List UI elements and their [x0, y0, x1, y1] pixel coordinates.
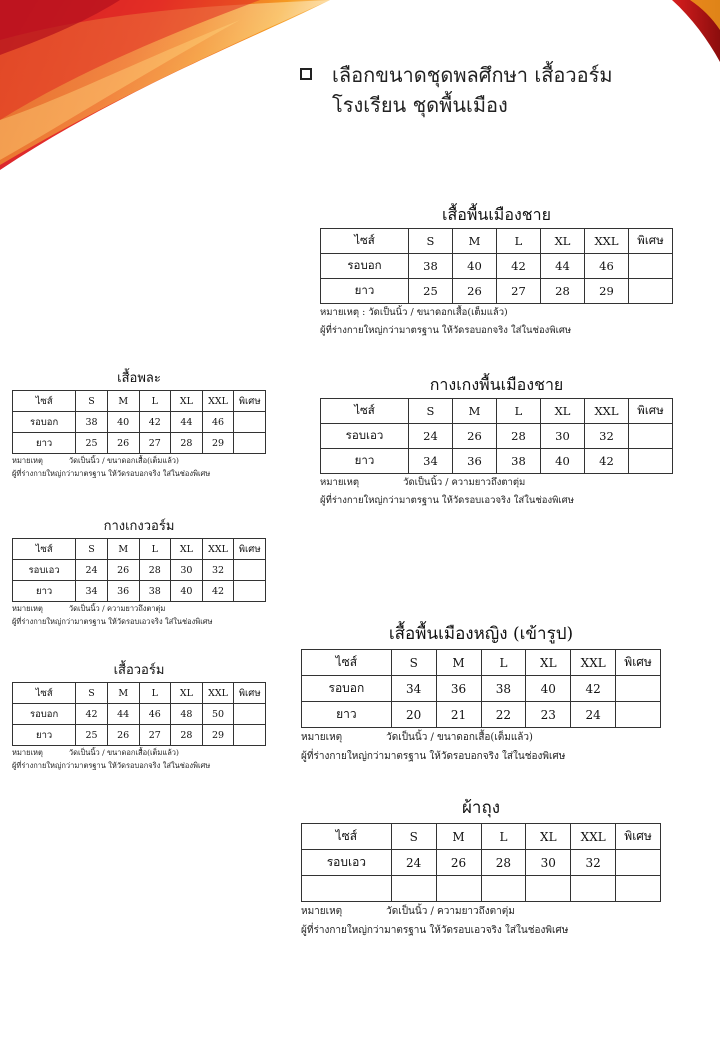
note-detail: วัดเป็นนิ้ว / ขนาดอกเสื้อ(เต็มแล้ว) [68, 748, 179, 757]
column-header: XL [541, 229, 585, 254]
column-header: พิเศษ [234, 539, 266, 560]
row-label: ยาว [302, 702, 392, 728]
column-header: XL [541, 399, 585, 424]
size-value-cell: 29 [202, 433, 234, 454]
size-value-cell: 28 [481, 850, 526, 876]
size-value-cell [234, 412, 266, 433]
table-title: เสื้อพื้นเมืองชาย [442, 205, 551, 224]
table-note-1 [301, 728, 661, 747]
table-row [302, 702, 661, 728]
size-value-cell: 26 [107, 560, 139, 581]
table-row [302, 850, 661, 876]
table-note-1 [12, 746, 266, 759]
column-header: พิเศษ [629, 229, 673, 254]
column-header: S [76, 683, 108, 704]
table-row [302, 676, 661, 702]
note-label: หมายเหตุ [12, 604, 43, 613]
size-value-cell: 23 [526, 702, 571, 728]
size-table [12, 682, 266, 746]
row-label: ยาว [13, 581, 76, 602]
column-header: XXL [202, 683, 234, 704]
men-pants-size-block [320, 372, 673, 510]
size-value-cell: 42 [76, 704, 108, 725]
column-header: M [436, 824, 481, 850]
size-value-cell: 29 [585, 279, 629, 304]
note-detail: วัดเป็นนิ้ว / ความยาวถึงตาตุ่ม [68, 604, 166, 613]
row-label: รอบอก [302, 676, 392, 702]
note-label: หมายเหตุ [320, 477, 360, 488]
size-value-cell: 46 [585, 254, 629, 279]
size-value-cell: 28 [541, 279, 585, 304]
size-value-cell [629, 279, 673, 304]
column-header: L [497, 399, 541, 424]
column-header: XXL [571, 824, 616, 850]
checkbox-bullet-icon [300, 68, 312, 80]
size-value-cell: 38 [409, 254, 453, 279]
column-header: S [391, 824, 436, 850]
size-value-cell: 25 [409, 279, 453, 304]
size-value-cell: 46 [139, 704, 171, 725]
table-note-2: ผู้ที่ร่างกายใหญ่กว่ามาตรฐาน ให้วัดรอบเอวจริง ใส่ในช่องพิเศษ [301, 925, 569, 936]
table-header-row [13, 683, 266, 704]
table-row [13, 704, 266, 725]
size-value-cell [391, 876, 436, 902]
column-header: M [107, 539, 139, 560]
row-label: รอบเอว [302, 850, 392, 876]
column-header: L [139, 683, 171, 704]
table-row [13, 725, 266, 746]
table-header-row [302, 650, 661, 676]
size-value-cell: 24 [391, 850, 436, 876]
column-header: พิเศษ [629, 399, 673, 424]
row-label: ยาว [13, 725, 76, 746]
size-value-cell: 34 [76, 581, 108, 602]
table-note-1 [320, 304, 673, 322]
column-header: XXL [571, 650, 616, 676]
size-value-cell: 42 [139, 412, 171, 433]
table-row [13, 412, 266, 433]
size-value-cell: 27 [139, 725, 171, 746]
men-shirt-size-block [320, 202, 673, 340]
note-detail: วัดเป็นนิ้ว / ขนาดอกเสื้อ(เต็มแล้ว) [386, 732, 533, 743]
table-row [321, 279, 673, 304]
size-value-cell: 36 [436, 676, 481, 702]
column-header: S [76, 391, 108, 412]
row-label: ยาว [321, 449, 409, 474]
size-value-cell: 38 [497, 449, 541, 474]
size-value-cell: 26 [453, 424, 497, 449]
size-value-cell: 24 [409, 424, 453, 449]
table-title: เสื้อวอร์ม [113, 663, 165, 678]
size-value-cell: 40 [541, 449, 585, 474]
size-value-cell: 24 [571, 702, 616, 728]
row-label: รอบอก [321, 254, 409, 279]
row-label: รอบเอว [321, 424, 409, 449]
note-label: หมายเหตุ [12, 456, 43, 465]
size-value-cell: 38 [481, 676, 526, 702]
column-header: XXL [585, 399, 629, 424]
size-value-cell: 28 [171, 433, 203, 454]
column-header: พิเศษ [234, 683, 266, 704]
note-label: หมายเหตุ [12, 748, 43, 757]
size-value-cell: 30 [526, 850, 571, 876]
size-value-cell [234, 433, 266, 454]
size-value-cell: 44 [541, 254, 585, 279]
size-value-cell [234, 560, 266, 581]
column-header: M [453, 229, 497, 254]
column-header: XXL [202, 539, 234, 560]
size-value-cell [234, 725, 266, 746]
size-value-cell: 30 [541, 424, 585, 449]
column-header: M [453, 399, 497, 424]
column-header: M [107, 683, 139, 704]
column-header: พิเศษ [616, 824, 661, 850]
size-value-cell: 44 [171, 412, 203, 433]
table-note-2: ผู้ที่ร่างกายใหญ่กว่ามาตรฐาน ให้วัดรอบเอวจริง ใส่ในช่องพิเศษ [320, 495, 574, 506]
column-header: ไซส์ [302, 824, 392, 850]
column-header: S [409, 229, 453, 254]
size-table [320, 398, 673, 474]
size-value-cell: 25 [76, 725, 108, 746]
size-value-cell: 20 [391, 702, 436, 728]
size-value-cell [629, 449, 673, 474]
page-header [300, 60, 710, 120]
header-line-2: โรงเรียน ชุดพื้นเมือง [332, 93, 508, 117]
column-header: XXL [585, 229, 629, 254]
table-row [13, 433, 266, 454]
size-value-cell: 40 [526, 676, 571, 702]
size-table [301, 649, 661, 728]
table-header-row [13, 539, 266, 560]
size-value-cell: 28 [171, 725, 203, 746]
sarong-size-block [301, 793, 661, 940]
size-value-cell: 24 [76, 560, 108, 581]
size-value-cell [234, 704, 266, 725]
table-note-2: ผู้ที่ร่างกายใหญ่กว่ามาตรฐาน ให้วัดรอบอกจริง ใส่ในช่องพิเศษ [320, 325, 572, 336]
size-value-cell: 42 [202, 581, 234, 602]
note-detail: วัดเป็นนิ้ว / ความยาวถึงตาตุ่ม [403, 477, 526, 488]
header-line-1: เลือกขนาดชุดพลศึกษา เสื้อวอร์ม [332, 63, 613, 87]
table-title: เสื้อพละ [117, 371, 161, 386]
table-title: กางเกงพื้นเมืองชาย [429, 375, 564, 394]
column-header: ไซส์ [321, 399, 409, 424]
size-value-cell: 46 [202, 412, 234, 433]
column-header: XL [526, 650, 571, 676]
column-header: XL [171, 539, 203, 560]
size-value-cell: 21 [436, 702, 481, 728]
size-value-cell [616, 676, 661, 702]
warm-pants-size-block [12, 516, 266, 628]
table-title: เสื้อพื้นเมืองหญิง (เข้ารูป) [388, 624, 574, 644]
pe-shirt-size-block [12, 368, 266, 480]
table-row [321, 424, 673, 449]
column-header: ไซส์ [321, 229, 409, 254]
table-row [302, 876, 661, 902]
size-value-cell: 28 [497, 424, 541, 449]
column-header: L [481, 650, 526, 676]
table-row [321, 449, 673, 474]
size-value-cell [629, 424, 673, 449]
table-note-2: ผู้ที่ร่างกายใหญ่กว่ามาตรฐาน ให้วัดรอบอกจริง ใส่ในช่องพิเศษ [12, 761, 211, 770]
size-value-cell [436, 876, 481, 902]
column-header: S [76, 539, 108, 560]
table-header-row [13, 391, 266, 412]
size-value-cell [616, 850, 661, 876]
size-value-cell: 26 [107, 725, 139, 746]
table-note-1 [12, 602, 266, 615]
women-shirt-size-block [301, 619, 661, 766]
column-header: L [139, 391, 171, 412]
row-label: รอบอก [13, 704, 76, 725]
size-value-cell: 34 [409, 449, 453, 474]
table-note-1 [12, 454, 266, 467]
note-label: หมายเหตุ [301, 732, 343, 743]
size-value-cell: 30 [171, 560, 203, 581]
size-value-cell: 26 [436, 850, 481, 876]
note-detail: วัดเป็นนิ้ว / ความยาวถึงตาตุ่ม [386, 906, 515, 917]
column-header: XXL [202, 391, 234, 412]
size-value-cell [526, 876, 571, 902]
table-note-2: ผู้ที่ร่างกายใหญ่กว่ามาตรฐาน ให้วัดรอบอกจริง ใส่ในช่องพิเศษ [301, 751, 566, 762]
size-value-cell [629, 254, 673, 279]
size-value-cell: 40 [453, 254, 497, 279]
size-value-cell [234, 581, 266, 602]
size-value-cell: 36 [107, 581, 139, 602]
column-header: XL [171, 391, 203, 412]
size-value-cell: 27 [497, 279, 541, 304]
size-value-cell: 40 [171, 581, 203, 602]
size-value-cell: 27 [139, 433, 171, 454]
size-value-cell [571, 876, 616, 902]
size-value-cell: 22 [481, 702, 526, 728]
size-value-cell: 42 [497, 254, 541, 279]
size-table [12, 390, 266, 454]
column-header: L [497, 229, 541, 254]
size-value-cell: 44 [107, 704, 139, 725]
size-value-cell: 42 [571, 676, 616, 702]
size-value-cell: 38 [139, 581, 171, 602]
column-header: ไซส์ [13, 539, 76, 560]
column-header: L [481, 824, 526, 850]
size-value-cell: 50 [202, 704, 234, 725]
size-table [301, 823, 661, 902]
size-value-cell: 48 [171, 704, 203, 725]
column-header: พิเศษ [616, 650, 661, 676]
table-note-1 [301, 902, 661, 921]
size-value-cell [616, 876, 661, 902]
size-value-cell: 28 [139, 560, 171, 581]
column-header: S [409, 399, 453, 424]
row-label: รอบเอว [13, 560, 76, 581]
size-value-cell: 25 [76, 433, 108, 454]
table-title: กางเกงวอร์ม [103, 519, 175, 534]
column-header: XL [171, 683, 203, 704]
table-header-row [321, 399, 673, 424]
column-header: S [391, 650, 436, 676]
column-header: ไซส์ [302, 650, 392, 676]
table-row [13, 560, 266, 581]
column-header: M [436, 650, 481, 676]
table-header-row [302, 824, 661, 850]
column-header: L [139, 539, 171, 560]
column-header: XL [526, 824, 571, 850]
size-value-cell: 32 [202, 560, 234, 581]
size-value-cell: 40 [107, 412, 139, 433]
table-row [13, 581, 266, 602]
row-label: ยาว [13, 433, 76, 454]
size-table [320, 228, 673, 304]
table-row [321, 254, 673, 279]
size-value-cell: 29 [202, 725, 234, 746]
warm-shirt-size-block [12, 660, 266, 772]
note-label: หมายเหตุ : วัดเป็นนิ้ว / ขนาดอกเสื้อ(เต็มแล้ว) [320, 307, 508, 318]
note-detail: วัดเป็นนิ้ว / ขนาดอกเสื้อ(เต็มแล้ว) [68, 456, 179, 465]
size-value-cell: 32 [571, 850, 616, 876]
row-label: ยาว [321, 279, 409, 304]
table-title: ผ้าถุง [461, 798, 501, 818]
size-table [12, 538, 266, 602]
table-note-1 [320, 474, 673, 492]
column-header: ไซส์ [13, 683, 76, 704]
size-value-cell: 34 [391, 676, 436, 702]
size-value-cell: 26 [107, 433, 139, 454]
size-value-cell: 26 [453, 279, 497, 304]
size-value-cell: 42 [585, 449, 629, 474]
row-label [302, 876, 392, 902]
size-value-cell [481, 876, 526, 902]
size-value-cell [616, 702, 661, 728]
size-value-cell: 38 [76, 412, 108, 433]
column-header: ไซส์ [13, 391, 76, 412]
note-label: หมายเหตุ [301, 906, 343, 917]
column-header: พิเศษ [234, 391, 266, 412]
table-note-2: ผู้ที่ร่างกายใหญ่กว่ามาตรฐาน ให้วัดรอบเอวจริง ใส่ในช่องพิเศษ [12, 617, 213, 626]
table-note-2: ผู้ที่ร่างกายใหญ่กว่ามาตรฐาน ให้วัดรอบอกจริง ใส่ในช่องพิเศษ [12, 469, 211, 478]
size-value-cell: 36 [453, 449, 497, 474]
row-label: รอบอก [13, 412, 76, 433]
size-value-cell: 32 [585, 424, 629, 449]
column-header: M [107, 391, 139, 412]
table-header-row [321, 229, 673, 254]
